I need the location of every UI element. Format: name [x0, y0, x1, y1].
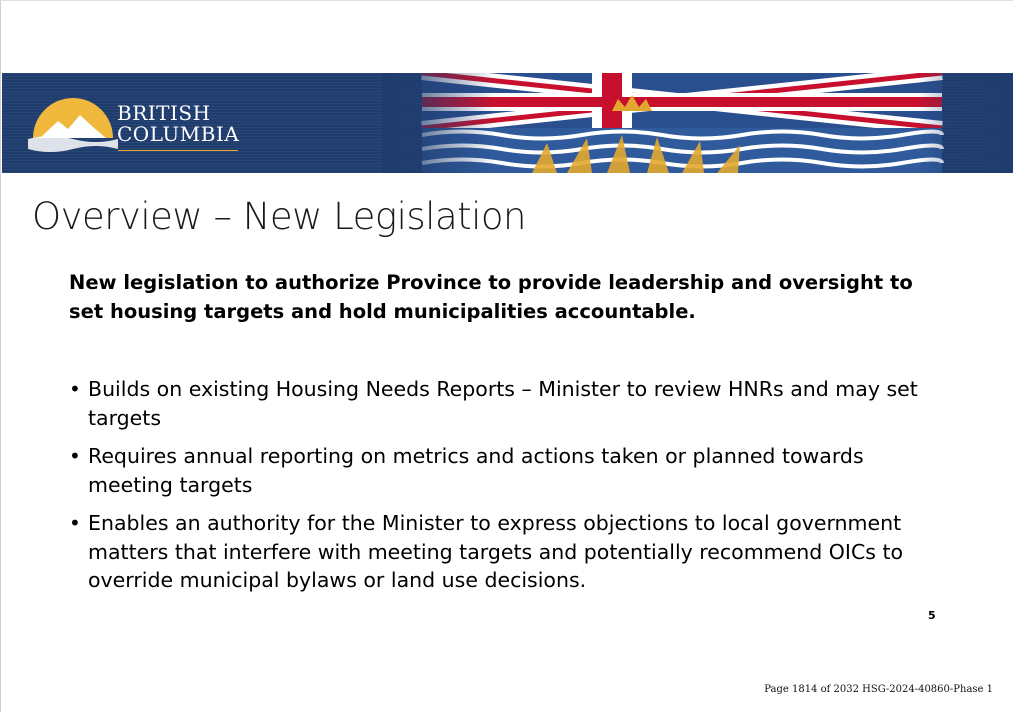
- page-footer: Page 1814 of 2032 HSG-2024-40860-Phase 1: [764, 684, 993, 695]
- bullet-text: Builds on existing Housing Needs Reports – Minister to review HNRs and may set targets: [88, 377, 918, 430]
- slide-number: 5: [928, 609, 936, 622]
- wordmark-line-2: COLUMBIA: [117, 122, 240, 146]
- bc-wordmark: [117, 103, 239, 145]
- bc-flag-image: [382, 73, 1013, 173]
- bullet-symbol: •: [69, 377, 81, 401]
- list-item: [69, 509, 929, 595]
- wordmark-underline: [118, 150, 238, 151]
- list-item: [69, 375, 929, 432]
- bullet-list: [69, 375, 929, 605]
- bullet-symbol: •: [69, 444, 81, 468]
- bullet-text: Enables an authority for the Minister to express objections to local government matters that interfere with meeting targets and potentially recommend OICs to override municipal bylaws or land use decisions.: [88, 511, 904, 592]
- bc-sun-logo-icon: [28, 93, 118, 153]
- slide-title: Overview – New Legislation: [32, 195, 526, 238]
- wordmark-line-1: BRITISH: [117, 101, 211, 125]
- header-banner: [2, 73, 1013, 173]
- list-item: [69, 442, 929, 499]
- bullet-symbol: •: [69, 511, 81, 535]
- lead-statement: New legislation to authorize Province to provide leadership and oversight to set housing targets and hold municipalities accountable.: [69, 271, 913, 323]
- bullet-text: Requires annual reporting on metrics and actions taken or planned towards meeting targets: [88, 444, 864, 497]
